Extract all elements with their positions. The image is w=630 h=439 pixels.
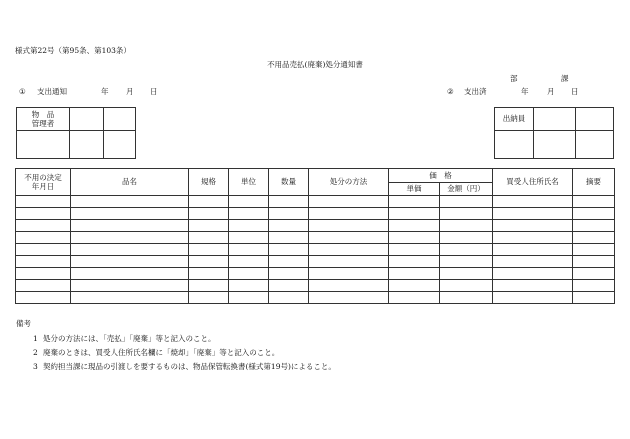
cell-amount <box>440 256 493 268</box>
table-row <box>16 292 615 304</box>
cell-buyer <box>493 220 573 232</box>
cell-item-name <box>71 196 189 208</box>
header-decision-date <box>16 169 71 196</box>
cashier-label: 出納員 <box>502 114 526 123</box>
cell-remarks <box>573 196 615 208</box>
cell-decision-date <box>16 280 71 292</box>
cell-decision-date <box>16 268 71 280</box>
cell-remarks <box>573 292 615 304</box>
header-date-line2: 年月日 <box>31 182 55 191</box>
table-row <box>16 232 615 244</box>
cell-remarks <box>573 268 615 280</box>
cell-quantity <box>269 280 309 292</box>
cell-unit <box>229 232 269 244</box>
cell-remarks <box>573 220 615 232</box>
note-1-text: 処分の方法には、「売払」「廃棄」等と記入のこと。 <box>43 334 216 343</box>
cell-buyer <box>493 208 573 220</box>
cell-decision-date <box>16 196 71 208</box>
header-amount: 金額（円） <box>440 183 493 196</box>
manager-label-line1: 物 品 <box>31 110 55 119</box>
cell-remarks <box>573 232 615 244</box>
cell-unit <box>229 220 269 232</box>
header-date-line1: 不用の決定 <box>24 172 62 182</box>
manager-stamp-box <box>16 107 136 159</box>
notice-right-number: ② <box>447 87 454 96</box>
notice-left-label: 支出通知 <box>37 87 67 96</box>
cell-quantity <box>269 196 309 208</box>
cell-unit-price <box>389 208 440 220</box>
cell-quantity <box>269 256 309 268</box>
cell-decision-date <box>16 292 71 304</box>
notice-right-year: 年 <box>521 87 529 96</box>
cell-amount <box>440 196 493 208</box>
cell-item-name <box>71 244 189 256</box>
notes-heading: 備考 <box>16 319 31 328</box>
table-row <box>16 256 615 268</box>
cell-quantity <box>269 244 309 256</box>
cell-buyer <box>493 292 573 304</box>
manager-label-line2: 管理者 <box>31 119 55 128</box>
cell-item-name <box>71 220 189 232</box>
note-1-number: 1 <box>33 334 38 343</box>
cell-unit-price <box>389 232 440 244</box>
cell-item-name <box>71 292 189 304</box>
cell-spec <box>189 208 229 220</box>
cell-spec <box>189 256 229 268</box>
cell-decision-date <box>16 232 71 244</box>
cell-amount <box>440 220 493 232</box>
cell-buyer <box>493 196 573 208</box>
cell-disposal-method <box>309 256 389 268</box>
cell-disposal-method <box>309 292 389 304</box>
table-row <box>16 208 615 220</box>
note-2-text: 廃棄のときは、買受人住所氏名欄に「焼却」「廃棄」等と記入のこと。 <box>43 348 280 357</box>
cell-remarks <box>573 280 615 292</box>
cell-spec <box>189 232 229 244</box>
cell-spec <box>189 220 229 232</box>
header-unit: 単位 <box>229 169 269 196</box>
disposal-table <box>15 168 615 304</box>
cell-disposal-method <box>309 196 389 208</box>
notice-right-day: 日 <box>571 87 579 96</box>
cell-amount <box>440 232 493 244</box>
cell-spec <box>189 292 229 304</box>
note-2-number: 2 <box>33 348 38 357</box>
cell-remarks <box>573 208 615 220</box>
cell-disposal-method <box>309 220 389 232</box>
cell-quantity <box>269 268 309 280</box>
cell-unit-price <box>389 244 440 256</box>
header-buyer: 買受人住所氏名 <box>493 169 573 196</box>
table-row <box>16 220 615 232</box>
cell-decision-date <box>16 208 71 220</box>
cell-quantity <box>269 232 309 244</box>
header-remarks: 摘要 <box>573 169 615 196</box>
cell-disposal-method <box>309 232 389 244</box>
cell-remarks <box>573 256 615 268</box>
cell-unit <box>229 268 269 280</box>
notice-left-month: 月 <box>126 87 134 96</box>
cell-amount <box>440 208 493 220</box>
header-quantity: 数量 <box>269 169 309 196</box>
header-item-name: 品名 <box>71 169 189 196</box>
cell-disposal-method <box>309 244 389 256</box>
notice-left-number: ① <box>19 87 26 96</box>
cell-decision-date <box>16 244 71 256</box>
cell-unit-price <box>389 196 440 208</box>
cell-buyer <box>493 232 573 244</box>
cell-remarks <box>573 244 615 256</box>
dept-ka-label: 課 <box>561 74 569 83</box>
form-title: 不用品売払(廃棄)処分通知書 <box>267 60 363 69</box>
header-price: 価 格 <box>389 169 493 183</box>
cell-spec <box>189 280 229 292</box>
cell-spec <box>189 196 229 208</box>
cell-unit <box>229 280 269 292</box>
cell-spec <box>189 244 229 256</box>
header-unit-price: 単価 <box>389 183 440 196</box>
form-reference: 様式第22号（第95条、第103条） <box>15 46 131 55</box>
cell-amount <box>440 280 493 292</box>
cell-disposal-method <box>309 268 389 280</box>
cell-unit <box>229 196 269 208</box>
notice-left-day: 日 <box>150 87 158 96</box>
cell-item-name <box>71 232 189 244</box>
cell-unit-price <box>389 280 440 292</box>
cell-item-name <box>71 256 189 268</box>
cell-amount <box>440 292 493 304</box>
cell-decision-date <box>16 256 71 268</box>
cell-disposal-method <box>309 280 389 292</box>
cell-decision-date <box>16 220 71 232</box>
table-row <box>16 280 615 292</box>
cell-unit <box>229 292 269 304</box>
cell-spec <box>189 268 229 280</box>
cell-quantity <box>269 292 309 304</box>
notice-left-year: 年 <box>101 87 109 96</box>
cell-buyer <box>493 244 573 256</box>
notice-right-month: 月 <box>547 87 555 96</box>
table-row <box>16 268 615 280</box>
note-3-number: 3 <box>33 362 38 371</box>
cell-item-name <box>71 208 189 220</box>
cell-buyer <box>493 268 573 280</box>
cell-amount <box>440 244 493 256</box>
cell-disposal-method <box>309 208 389 220</box>
cashier-stamp-box <box>494 107 614 159</box>
table-header-row-1 <box>16 169 615 183</box>
header-disposal-method: 処分の方法 <box>309 169 389 196</box>
cell-unit-price <box>389 292 440 304</box>
cell-unit-price <box>389 220 440 232</box>
table-row <box>16 196 615 208</box>
cell-item-name <box>71 280 189 292</box>
header-spec: 規格 <box>189 169 229 196</box>
cell-unit-price <box>389 256 440 268</box>
cell-buyer <box>493 256 573 268</box>
cell-unit-price <box>389 268 440 280</box>
table-row <box>16 244 615 256</box>
cell-buyer <box>493 280 573 292</box>
dept-bu-label: 部 <box>510 74 518 83</box>
notice-right-label: 支出済 <box>464 87 487 96</box>
cell-amount <box>440 268 493 280</box>
cell-item-name <box>71 268 189 280</box>
cell-unit <box>229 244 269 256</box>
cell-unit <box>229 256 269 268</box>
note-3-text: 契約担当課に現品の引渡しを要するものは、物品保管転換書(様式第19号)によること。 <box>43 362 336 371</box>
cell-unit <box>229 208 269 220</box>
cell-quantity <box>269 208 309 220</box>
cell-quantity <box>269 220 309 232</box>
